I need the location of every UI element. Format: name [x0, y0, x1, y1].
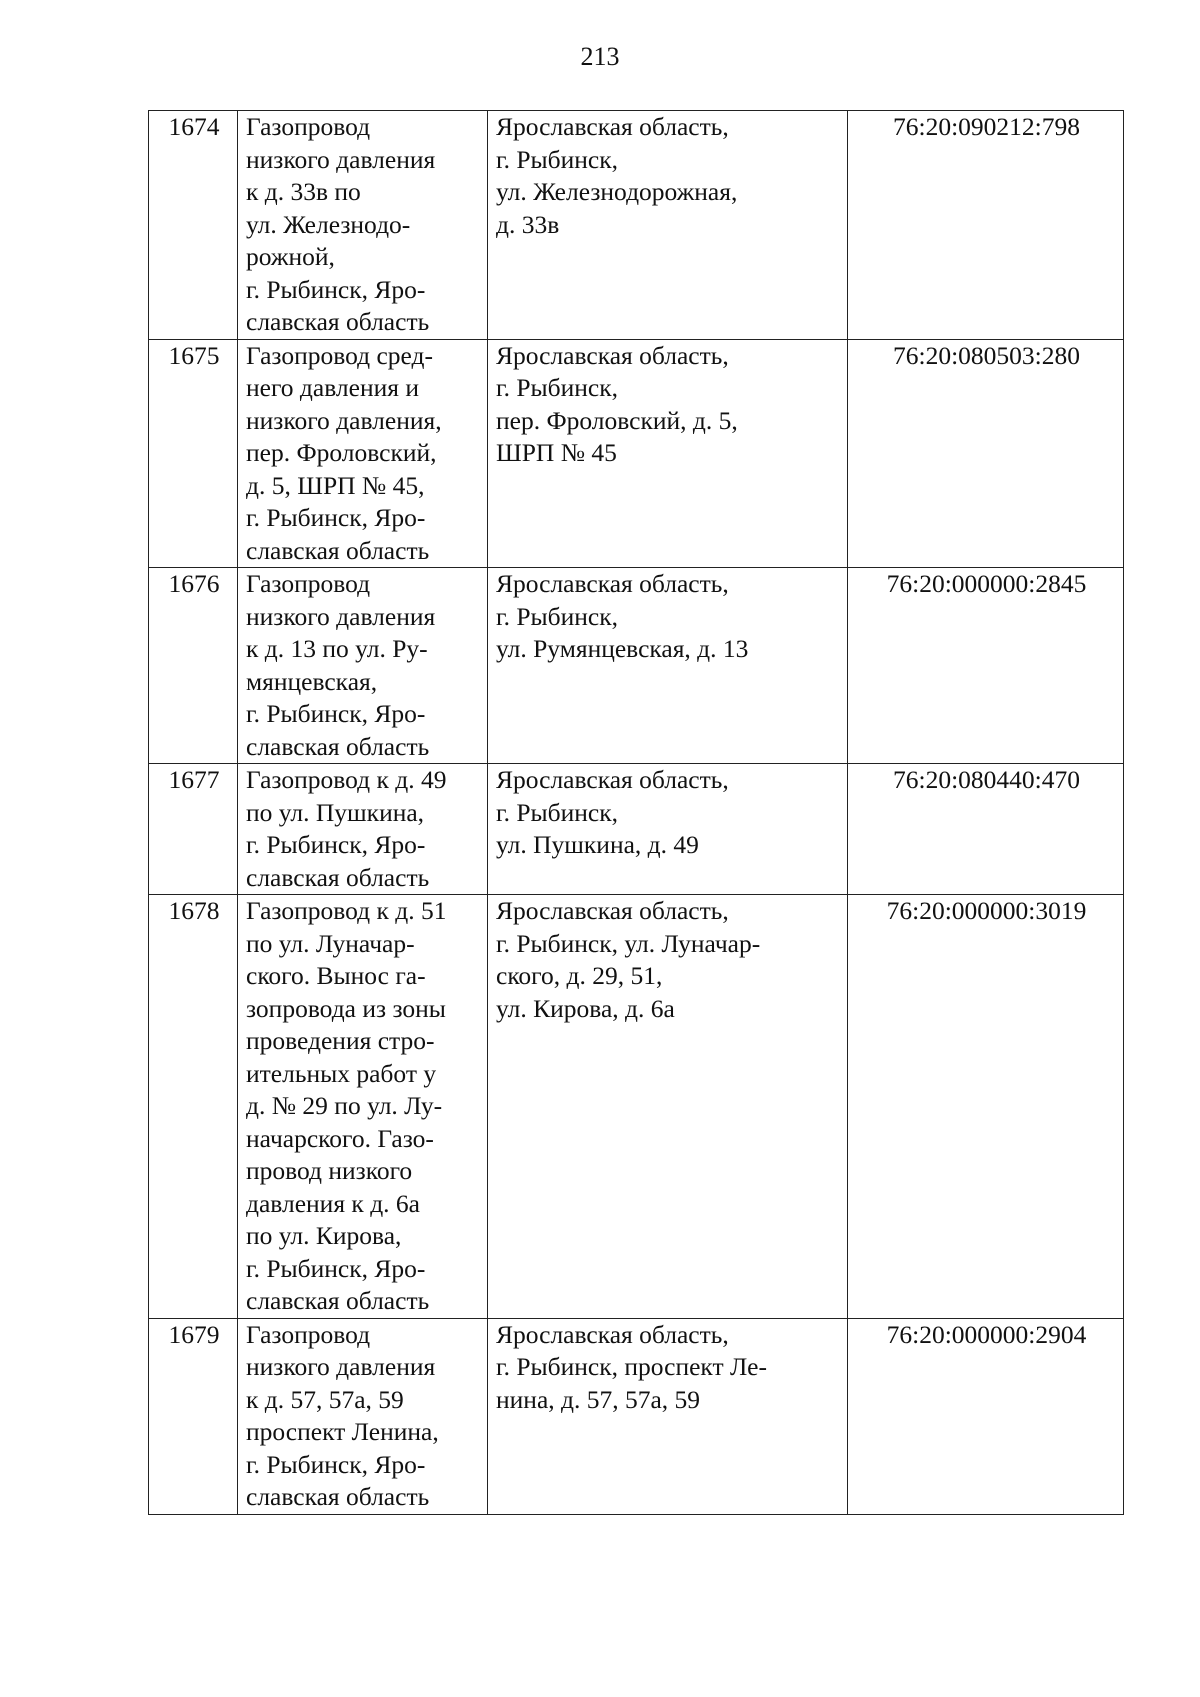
- object-address: Ярославская область, г. Рыбинск, ул. Железнодорожная, д. 33в: [488, 111, 848, 340]
- row-number: 1679: [149, 1318, 238, 1514]
- cadastral-number: 76:20:000000:2845: [848, 568, 1124, 764]
- object-name: Газопровод низкого давления к д. 13 по ул. Ру- мянцевская, г. Рыбинск, Яро- славская область: [238, 568, 488, 764]
- row-number: 1678: [149, 895, 238, 1319]
- row-number: 1675: [149, 339, 238, 568]
- table-row: [149, 1318, 1124, 1514]
- object-address: Ярославская область, г. Рыбинск, ул. Луначар- ского, д. 29, 51, ул. Кирова, д. 6а: [488, 895, 848, 1319]
- cadastral-number: 76:20:090212:798: [848, 111, 1124, 340]
- registry-table: [148, 110, 1124, 1515]
- table-row: [149, 764, 1124, 895]
- table-row: [149, 339, 1124, 568]
- cadastral-number: 76:20:000000:3019: [848, 895, 1124, 1319]
- cadastral-number: 76:20:000000:2904: [848, 1318, 1124, 1514]
- row-number: 1674: [149, 111, 238, 340]
- object-name: Газопровод низкого давления к д. 33в по ул. Железнодо- рожной, г. Рыбинск, Яро- славская область: [238, 111, 488, 340]
- table-row: [149, 895, 1124, 1319]
- cadastral-number: 76:20:080440:470: [848, 764, 1124, 895]
- object-address: Ярославская область, г. Рыбинск, пер. Фроловский, д. 5, ШРП № 45: [488, 339, 848, 568]
- object-name: Газопровод низкого давления к д. 57, 57а, 59 проспект Ленина, г. Рыбинск, Яро- славская область: [238, 1318, 488, 1514]
- page-number: 213: [580, 42, 620, 71]
- object-name: Газопровод сред- него давления и низкого давления, пер. Фроловский, д. 5, ШРП № 45, г. Рыбинск, Яро- славская область: [238, 339, 488, 568]
- table-row: [149, 568, 1124, 764]
- object-address: Ярославская область, г. Рыбинск, ул. Пушкина, д. 49: [488, 764, 848, 895]
- row-number: 1677: [149, 764, 238, 895]
- object-name: Газопровод к д. 49 по ул. Пушкина, г. Рыбинск, Яро- славская область: [238, 764, 488, 895]
- table-row: [149, 111, 1124, 340]
- row-number: 1676: [149, 568, 238, 764]
- object-name: Газопровод к д. 51 по ул. Луначар- ского. Вынос га- зопровода из зоны проведения стро- ительных работ у д. № 29 по ул. Лу- начарского. Газо- провод низкого давления к д. 6а по ул. Кирова, г. Рыбинск, Яро- славская область: [238, 895, 488, 1319]
- cadastral-number: 76:20:080503:280: [848, 339, 1124, 568]
- object-address: Ярославская область, г. Рыбинск, проспект Ле- нина, д. 57, 57а, 59: [488, 1318, 848, 1514]
- object-address: Ярославская область, г. Рыбинск, ул. Румянцевская, д. 13: [488, 568, 848, 764]
